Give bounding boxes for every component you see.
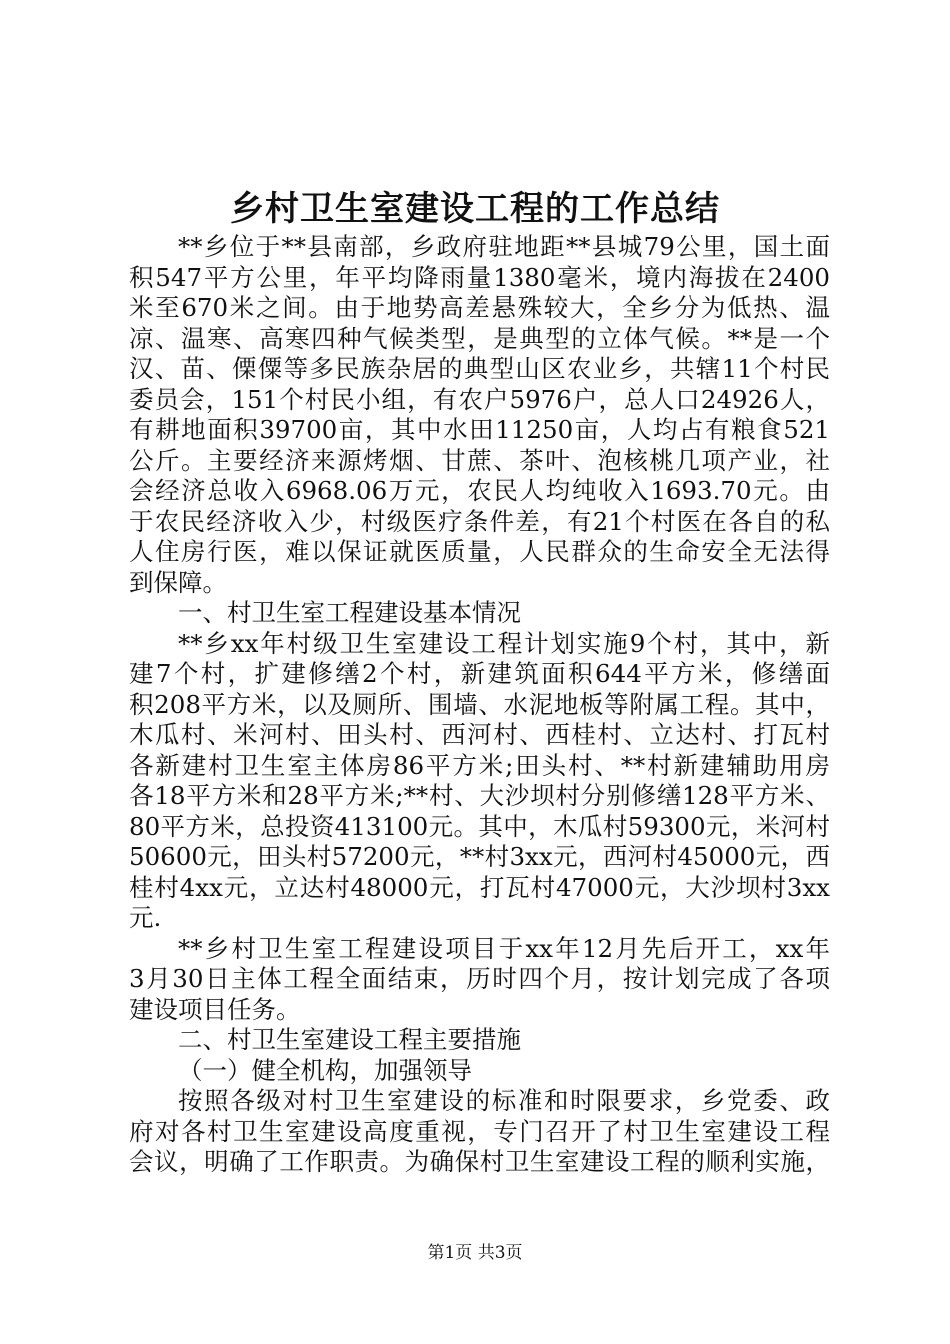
body-line: 元. bbox=[129, 903, 162, 932]
page-footer: 第1页 共3页 bbox=[427, 1243, 523, 1263]
body-line: 有耕地面积39700亩，其中水田11250亩，人均占有粮食521 bbox=[129, 415, 830, 444]
body-line: 按照各级对村卫生室建设的标准和时限要求，乡党委、政 bbox=[178, 1086, 830, 1115]
body-line: 50600元，田头村57200元，**村3xx元，西河村45000元，西 bbox=[129, 842, 830, 871]
body-line: 一、村卫生室工程建设基本情况 bbox=[178, 598, 521, 627]
body-line: 委员会，151个村民小组，有农户5976户，总人口24926人， bbox=[129, 384, 830, 414]
document-body bbox=[129, 232, 830, 1178]
body-line: 会议，明确了工作职责。为确保村卫生室建设工程的顺利实施， bbox=[129, 1147, 830, 1176]
body-line: （一）健全机构，加强领导 bbox=[178, 1055, 472, 1085]
body-line: 建7个村，扩建修缮2个村，新建筑面积644平方米，修缮面 bbox=[129, 659, 830, 688]
document-title: 乡村卫生室建设工程的工作总结 bbox=[230, 189, 720, 229]
body-line: 木瓜村、米河村、田头村、西河村、西桂村、立达村、打瓦村 bbox=[129, 720, 830, 749]
body-line: 会经济总收入6968.06万元，农民人均纯收入1693.70元。由 bbox=[129, 476, 830, 505]
body-line: 凉、温寒、高寒四种气候类型，是典型的立体气候。**是一个 bbox=[129, 323, 830, 353]
body-line: 府对各村卫生室建设高度重视，专门召开了村卫生室建设工程 bbox=[129, 1116, 830, 1146]
body-line: **乡村卫生室工程建设项目于xx年12月先后开工，xx年 bbox=[178, 933, 830, 963]
body-line: 人住房行医，难以保证就医质量，人民群众的生命安全无法得 bbox=[129, 537, 830, 566]
body-line: 米至670米之间。由于地势高差悬殊较大，全乡分为低热、温 bbox=[129, 293, 830, 322]
body-line: 3月30日主体工程全面结束，历时四个月，按计划完成了各项 bbox=[129, 964, 830, 993]
body-line: 积547平方公里，年平均降雨量1380毫米，境内海拔在2400 bbox=[129, 262, 830, 292]
body-line: 桂村4xx元，立达村48000元，打瓦村47000元，大沙坝村3xx bbox=[129, 872, 830, 902]
body-line: 各18平方米和28平方米;**村、大沙坝村分别修缮128平方米、 bbox=[129, 781, 830, 810]
body-line: **乡xx年村级卫生室建设工程计划实施9个村，其中，新 bbox=[178, 628, 830, 658]
body-line: 于农民经济收入少，村级医疗条件差，有21个村医在各自的私 bbox=[129, 506, 830, 536]
body-line: 公斤。主要经济来源烤烟、甘蔗、茶叶、泡核桃几项产业，社 bbox=[129, 445, 830, 475]
body-line: 积208平方米，以及厕所、围墙、水泥地板等附属工程。其中， bbox=[129, 689, 830, 719]
body-line: 80平方米，总投资413100元。其中，木瓜村59300元，米河村 bbox=[129, 811, 830, 841]
body-line: **乡位于**县南部，乡政府驻地距**县城79公里，国土面 bbox=[178, 232, 830, 261]
body-line: 汉、苗、傈僳等多民族杂居的典型山区农业乡，共辖11个村民 bbox=[129, 354, 830, 383]
body-line: 建设项目任务。 bbox=[129, 994, 301, 1024]
body-line: 二、村卫生室建设工程主要措施 bbox=[178, 1025, 521, 1054]
body-line: 各新建村卫生室主体房86平方米;田头村、**村新建辅助用房 bbox=[129, 750, 830, 780]
body-line: 到保障。 bbox=[129, 567, 227, 597]
